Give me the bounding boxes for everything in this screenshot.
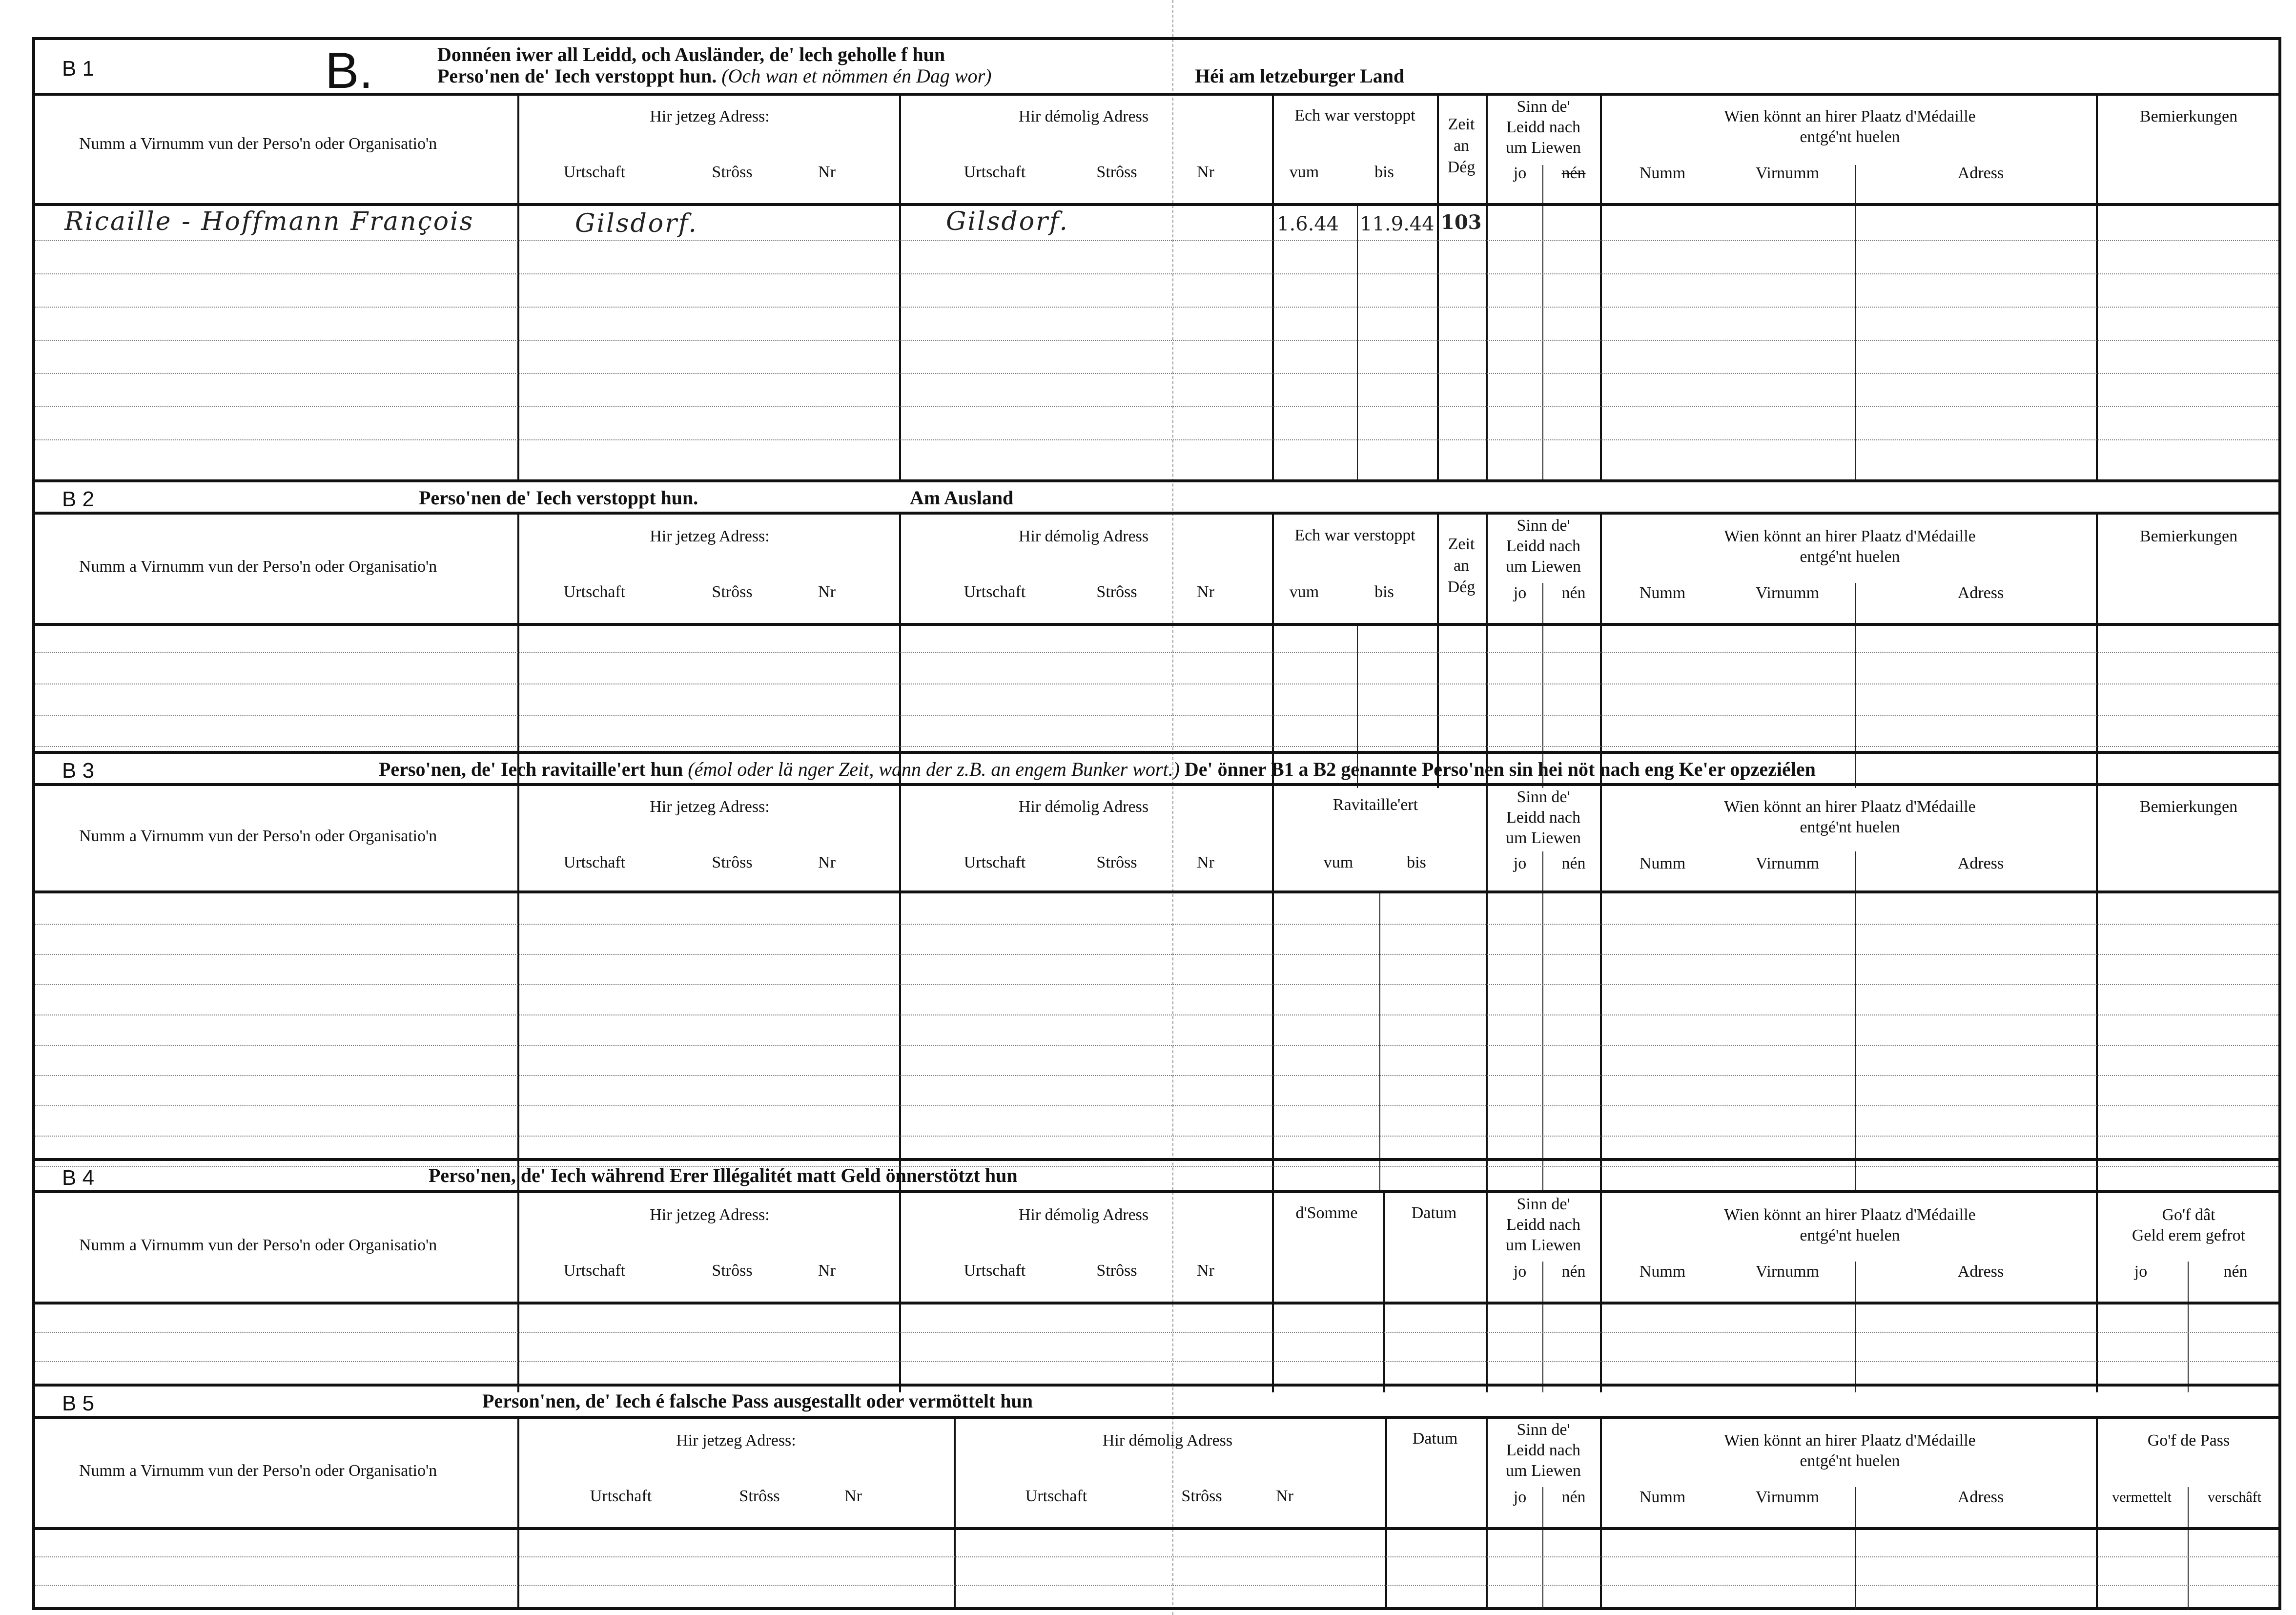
col-current-address: Hir jetzeg Adress: bbox=[650, 798, 770, 816]
col-money-returned-1: Go'f dât bbox=[2162, 1206, 2215, 1224]
section-b1-title-bar bbox=[35, 40, 2278, 99]
section-b1 bbox=[35, 40, 2278, 479]
col-yes: jo bbox=[1513, 584, 1527, 602]
col-current-address: Hir jetzeg Adress: bbox=[650, 107, 770, 125]
col-stross: Strôss bbox=[1096, 163, 1137, 181]
section-letter: B. bbox=[325, 42, 373, 99]
col-urtschaft: Urtschaft bbox=[563, 1262, 626, 1280]
col-urtschaft: Urtschaft bbox=[1025, 1487, 1087, 1505]
col-survived-3: um Liewen bbox=[1506, 1462, 1581, 1480]
col-medal-1: Wien könnt an hirer Plaatz d'Médaille bbox=[1724, 1431, 1976, 1449]
col-current-address: Hir jetzeg Adress: bbox=[676, 1431, 796, 1449]
col-urtschaft: Urtschaft bbox=[964, 853, 1026, 871]
section-title: Person'nen, de' Iech é falsche Pass ausgestallt oder vermöttelt hun bbox=[482, 1390, 1033, 1412]
col-current-address: Hir jetzeg Adress: bbox=[650, 527, 770, 545]
col-no: nén bbox=[1561, 1488, 1586, 1506]
section-b2-title-bar bbox=[35, 479, 2278, 515]
section-code: B 2 bbox=[62, 487, 95, 511]
entry-current-place: Gilsdorf. bbox=[575, 209, 698, 238]
b5-rows bbox=[35, 1530, 2278, 1610]
col-urtschaft: Urtschaft bbox=[964, 163, 1026, 181]
col-survived-3: um Liewen bbox=[1506, 829, 1581, 847]
col-medal-name: Numm bbox=[1639, 1263, 1686, 1281]
section-location: Am Ausland bbox=[910, 487, 1014, 509]
section-b5-title-bar bbox=[35, 1384, 2278, 1419]
col-nr: Nr bbox=[1197, 1262, 1214, 1280]
col-medal-firstname: Virnumm bbox=[1755, 854, 1820, 872]
col-survived-2: Leidd nach bbox=[1506, 808, 1580, 827]
col-medal-name: Numm bbox=[1639, 164, 1686, 182]
col-yes: jo bbox=[1513, 164, 1527, 182]
col-medal-name: Numm bbox=[1639, 584, 1686, 602]
col-nr: Nr bbox=[1197, 853, 1214, 871]
col-remarks: Bemierkungen bbox=[2139, 107, 2238, 125]
col-days-1: Zeit bbox=[1448, 115, 1475, 133]
col-survived-2: Leidd nach bbox=[1506, 1441, 1580, 1459]
b3-rows bbox=[35, 893, 2278, 1191]
section-title: Perso'nen de' Iech verstoppt hun. bbox=[419, 487, 698, 509]
section-title: Donnéen iwer all Leidd, och Ausländer, de' lech geholle f hun bbox=[437, 43, 945, 65]
section-b4 bbox=[35, 1158, 2278, 1392]
b2-header bbox=[35, 515, 2278, 626]
col-survived-2: Leidd nach bbox=[1506, 118, 1580, 136]
col-survived-3: um Liewen bbox=[1506, 1236, 1581, 1254]
col-yes: jo bbox=[2134, 1263, 2148, 1281]
col-name: Numm a Virnumm vun der Perso'n oder Organisatio'n bbox=[79, 827, 437, 845]
section-title: Perso'nen, de' Iech ravitaille'ert hun (émol oder lä nger Zeit, wann der z.B. an engem Bunker wort.) De' önner B1 a B2 genannte Perso'nen sin hei nöt nach eng Ke'er opzeziélen bbox=[379, 758, 1816, 780]
b4-rows bbox=[35, 1304, 2278, 1392]
col-urtschaft: Urtschaft bbox=[964, 1262, 1026, 1280]
b5-header bbox=[35, 1419, 2278, 1530]
col-to: bis bbox=[1407, 853, 1426, 871]
section-code: B 3 bbox=[62, 759, 95, 783]
col-urtschaft: Urtschaft bbox=[563, 583, 626, 601]
col-survived-2: Leidd nach bbox=[1506, 1216, 1580, 1234]
col-medal-1: Wien könnt an hirer Plaatz d'Médaille bbox=[1724, 798, 1976, 816]
col-medal-address: Adress bbox=[1957, 1263, 2004, 1281]
col-nr: Nr bbox=[818, 1262, 836, 1280]
col-days-3: Dég bbox=[1447, 158, 1476, 176]
col-survived-1: Sinn de' bbox=[1517, 1421, 1570, 1439]
col-no: nén bbox=[2223, 1263, 2248, 1281]
entry-days: 103 bbox=[1441, 211, 1482, 234]
col-stross: Strôss bbox=[1096, 853, 1137, 871]
col-stross: Strôss bbox=[712, 853, 753, 871]
col-stross: Strôss bbox=[712, 583, 753, 601]
form-sheet bbox=[32, 37, 2281, 1610]
col-current-address: Hir jetzeg Adress: bbox=[650, 1206, 770, 1224]
col-stross: Strôss bbox=[739, 1487, 780, 1505]
col-name: Numm a Virnumm vun der Perso'n oder Organisatio'n bbox=[79, 135, 437, 153]
section-title: Perso'nen, de' Iech während Erer Illégalitét matt Geld önnerstötzt hun bbox=[429, 1164, 1018, 1186]
col-urtschaft: Urtschaft bbox=[563, 853, 626, 871]
col-stross: Strôss bbox=[1096, 1262, 1137, 1280]
col-mediated: vermettelt bbox=[2112, 1489, 2172, 1505]
col-nr: Nr bbox=[1276, 1487, 1293, 1505]
col-no: nén bbox=[1561, 164, 1586, 182]
col-medal-address: Adress bbox=[1957, 164, 2004, 182]
col-medal-2: entgé'nt huelen bbox=[1800, 548, 1900, 566]
col-remarks: Bemierkungen bbox=[2139, 527, 2238, 545]
b1-header bbox=[35, 96, 2278, 206]
col-name: Numm a Virnumm vun der Perso'n oder Organisatio'n bbox=[79, 1462, 437, 1480]
section-b3-title-bar bbox=[35, 751, 2278, 786]
col-medal-firstname: Virnumm bbox=[1755, 1488, 1820, 1506]
col-survived-1: Sinn de' bbox=[1517, 1195, 1570, 1213]
col-medal-1: Wien könnt an hirer Plaatz d'Médaille bbox=[1724, 1206, 1976, 1224]
section-code: B 5 bbox=[62, 1391, 95, 1415]
col-medal-1: Wien könnt an hirer Plaatz d'Médaille bbox=[1724, 527, 1976, 545]
col-survived-1: Sinn de' bbox=[1517, 517, 1570, 535]
col-nr: Nr bbox=[818, 163, 836, 181]
entry-old-place: Gilsdorf. bbox=[946, 207, 1069, 236]
col-medal-address: Adress bbox=[1957, 854, 2004, 872]
col-supplied: Ravitaille'ert bbox=[1332, 796, 1418, 814]
col-survived-3: um Liewen bbox=[1506, 139, 1581, 157]
section-b5 bbox=[35, 1384, 2278, 1613]
col-days-3: Dég bbox=[1447, 578, 1476, 596]
col-medal-firstname: Virnumm bbox=[1755, 1263, 1820, 1281]
section-location: Héi am letzeburger Land bbox=[1195, 65, 1405, 87]
col-medal-2: entgé'nt huelen bbox=[1800, 818, 1900, 836]
col-name: Numm a Virnumm vun der Perso'n oder Organisatio'n bbox=[79, 558, 437, 576]
section-b2 bbox=[35, 479, 2278, 788]
col-stross: Strôss bbox=[712, 1262, 753, 1280]
col-days-2: an bbox=[1453, 137, 1470, 155]
col-old-address: Hir démolig Adress bbox=[1018, 1206, 1149, 1224]
col-medal-2: entgé'nt huelen bbox=[1800, 1226, 1900, 1244]
col-urtschaft: Urtschaft bbox=[590, 1487, 652, 1505]
col-nr: Nr bbox=[818, 583, 836, 601]
b3-header bbox=[35, 786, 2278, 893]
entry-from-date: 1.6.44 bbox=[1277, 213, 1339, 235]
section-code: B 1 bbox=[62, 57, 95, 81]
b4-header bbox=[35, 1193, 2278, 1304]
col-medal-address: Adress bbox=[1957, 584, 2004, 602]
col-nr: Nr bbox=[1197, 163, 1214, 181]
col-stross: Strôss bbox=[712, 163, 753, 181]
col-date: Datum bbox=[1411, 1204, 1457, 1222]
col-money-returned-2: Geld erem gefrot bbox=[2132, 1226, 2246, 1244]
col-name: Numm a Virnumm vun der Perso'n oder Organisatio'n bbox=[79, 1236, 437, 1254]
col-medal-2: entgé'nt huelen bbox=[1800, 1452, 1900, 1470]
col-date: Datum bbox=[1412, 1429, 1458, 1448]
entry-name: Ricaille - Hoffmann François bbox=[64, 207, 474, 236]
col-stross: Strôss bbox=[1181, 1487, 1222, 1505]
col-old-address: Hir démolig Adress bbox=[1102, 1431, 1233, 1449]
entry-to-date: 11.9.44 bbox=[1360, 213, 1435, 235]
col-yes: jo bbox=[1513, 1263, 1527, 1281]
col-old-address: Hir démolig Adress bbox=[1018, 527, 1149, 545]
col-amount: d'Somme bbox=[1295, 1204, 1358, 1222]
col-survived-2: Leidd nach bbox=[1506, 537, 1580, 555]
col-survived-1: Sinn de' bbox=[1517, 788, 1570, 806]
col-no: nén bbox=[1561, 854, 1586, 872]
col-to: bis bbox=[1374, 583, 1394, 601]
col-from: vum bbox=[1289, 163, 1319, 181]
col-survived-3: um Liewen bbox=[1506, 558, 1581, 576]
section-code: B 4 bbox=[62, 1166, 95, 1190]
col-nr: Nr bbox=[1197, 583, 1214, 601]
col-yes: jo bbox=[1513, 1488, 1527, 1506]
col-hidden-period: Ech war verstoppt bbox=[1294, 526, 1415, 544]
col-old-address: Hir démolig Adress bbox=[1018, 107, 1149, 125]
col-from: vum bbox=[1289, 583, 1319, 601]
col-to: bis bbox=[1374, 163, 1394, 181]
col-nr: Nr bbox=[844, 1487, 862, 1505]
col-nr: Nr bbox=[818, 853, 836, 871]
col-survived-1: Sinn de' bbox=[1517, 98, 1570, 116]
section-b4-title-bar bbox=[35, 1158, 2278, 1193]
col-from: vum bbox=[1323, 853, 1353, 871]
section-subtitle: Perso'nen de' Iech verstoppt hun. (Och wan et nömmen én Dag wor) bbox=[437, 65, 992, 87]
col-no: nén bbox=[1561, 1263, 1586, 1281]
col-medal-name: Numm bbox=[1639, 1488, 1686, 1506]
col-no: nén bbox=[1561, 584, 1586, 602]
col-medal-1: Wien könnt an hirer Plaatz d'Médaille bbox=[1724, 107, 1976, 125]
col-yes: jo bbox=[1513, 854, 1527, 872]
col-procured: verschâft bbox=[2208, 1489, 2261, 1505]
col-passport-given: Go'f de Pass bbox=[2147, 1431, 2230, 1449]
col-medal-firstname: Virnumm bbox=[1755, 164, 1820, 182]
col-urtschaft: Urtschaft bbox=[964, 583, 1026, 601]
col-medal-name: Numm bbox=[1639, 854, 1686, 872]
col-medal-address: Adress bbox=[1957, 1488, 2004, 1506]
section-b3 bbox=[35, 751, 2278, 1191]
col-remarks: Bemierkungen bbox=[2139, 798, 2238, 816]
b1-rows bbox=[35, 206, 2278, 479]
col-old-address: Hir démolig Adress bbox=[1018, 798, 1149, 816]
col-urtschaft: Urtschaft bbox=[563, 163, 626, 181]
col-stross: Strôss bbox=[1096, 583, 1137, 601]
col-hidden-period: Ech war verstoppt bbox=[1294, 106, 1415, 124]
col-medal-firstname: Virnumm bbox=[1755, 584, 1820, 602]
col-days-2: an bbox=[1453, 557, 1470, 575]
col-medal-2: entgé'nt huelen bbox=[1800, 128, 1900, 146]
col-days-1: Zeit bbox=[1448, 535, 1475, 553]
